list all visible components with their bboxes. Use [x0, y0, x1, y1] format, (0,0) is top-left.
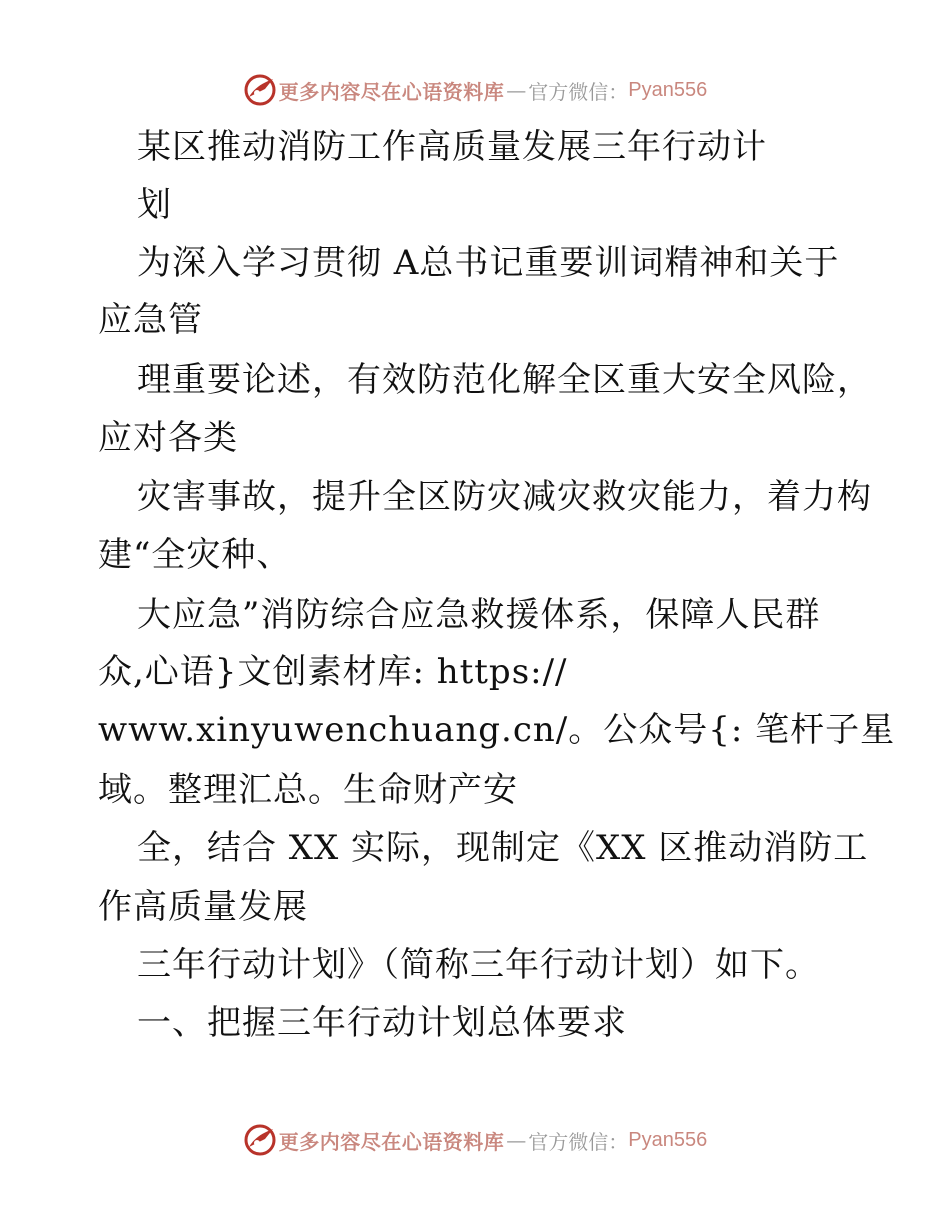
paragraph-line: 灾害事故，提升全区防灾减灾救灾能力，着力构 [137, 477, 872, 517]
paragraph-line: 三年行动计划》（简称三年行动计划）如下。 [137, 945, 820, 985]
footer-watermark-banner [0, 1120, 950, 1160]
paragraph-line: 全，结合 XX 实际，现制定《XX 区推动消防工 [137, 828, 869, 868]
paragraph-line: 作高质量发展 [98, 887, 308, 927]
watermark-wechat-label: 官方微信： [528, 1129, 629, 1154]
watermark-wechat-label: 官方微信： [528, 79, 629, 104]
document-title-line-2: 划 [137, 185, 172, 225]
paragraph-line: 大应急”消防综合应急救援体系，保障人民群 [137, 595, 821, 635]
paragraph-line: 理重要论述，有效防范化解全区重大安全风险， [137, 360, 872, 400]
paragraph-line: 应对各类 [98, 418, 238, 458]
paragraph-line: 众,心语}文创素材库: https:// [98, 652, 568, 692]
watermark-dash: — [506, 78, 527, 102]
paragraph-line: 建“全灾种、 [98, 535, 292, 575]
watermark-brand-text: 更多内容尽在心语资料库 [278, 1129, 505, 1154]
watermark-wechat-id: Pyan556 [628, 1128, 708, 1151]
paragraph-line: 应急管 [98, 300, 203, 340]
watermark-dash: — [506, 1128, 527, 1152]
watermark-wechat-id: Pyan556 [628, 78, 708, 101]
paragraph-line: 为深入学习贯彻 A总书记重要训词精神和关于 [137, 243, 840, 283]
paragraph-line: 域。整理汇总。生命财产安 [98, 770, 518, 810]
paragraph-line: www.xinyuwenchuang.cn/。公众号{: 笔杆子星 [98, 710, 896, 750]
section-heading: 一、把握三年行动计划总体要求 [137, 1003, 627, 1043]
watermark-brand-text: 更多内容尽在心语资料库 [278, 79, 505, 104]
document-title-line-1: 某区推动消防工作高质量发展三年行动计 [137, 127, 767, 167]
header-watermark-banner [0, 70, 950, 110]
pen-logo-icon [243, 1123, 277, 1157]
pen-logo-icon [243, 73, 277, 107]
